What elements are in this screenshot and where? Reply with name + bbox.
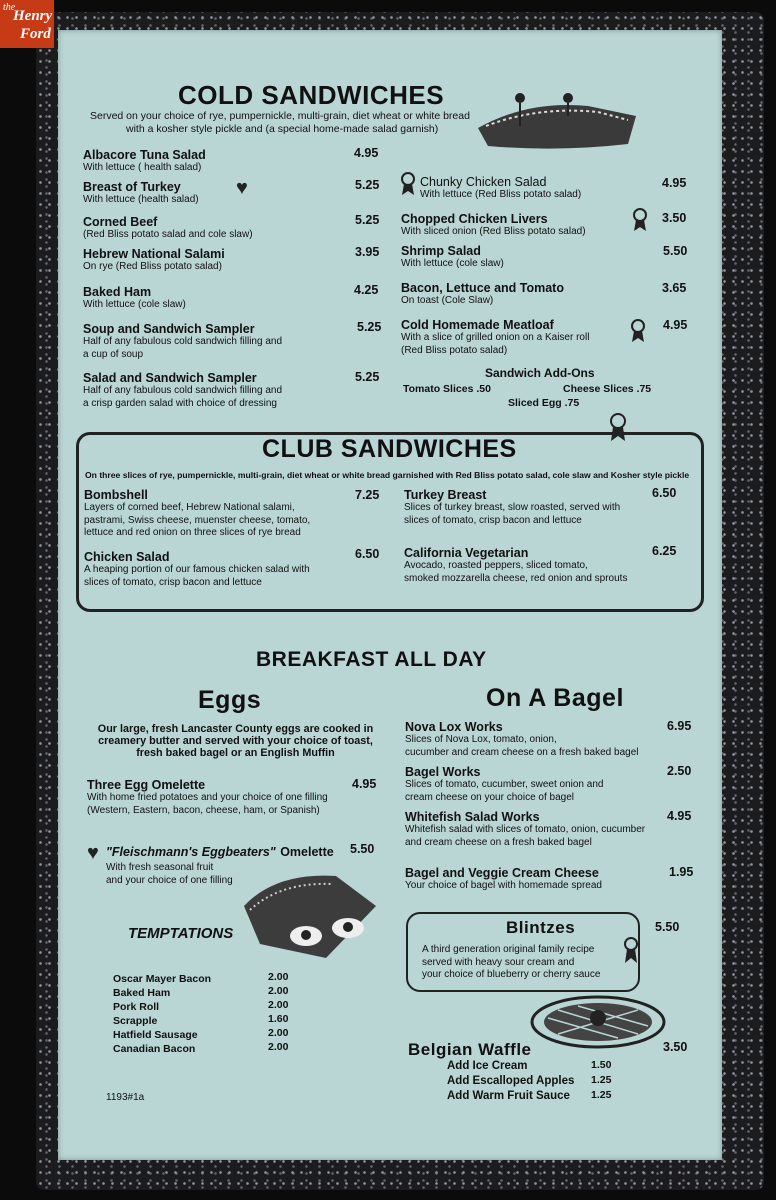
eggs-item-omelette — [87, 778, 328, 817]
temptations-title: TEMPTATIONS — [128, 925, 234, 942]
item-desc: With a slice of grilled onion on a Kaiser roll — [401, 332, 590, 343]
price-soup-sampler: 5.25 — [357, 320, 382, 334]
eggs-description — [88, 723, 383, 759]
eggbeaters-desc — [106, 862, 233, 887]
cold-item-soup-sampler — [83, 322, 282, 361]
item-desc: With fresh seasonal fruit — [106, 862, 214, 873]
item-desc: Avocado, roasted peppers, sliced tomato, — [404, 560, 588, 571]
waffle-addon-name: Add Warm Fruit Sauce — [447, 1090, 570, 1102]
award-ribbon-icon — [630, 319, 646, 343]
item-desc: Whitefish salad with slices of tomato, onion, cucumber — [405, 824, 646, 835]
heart-icon: ♥ — [236, 177, 248, 199]
sandwich-illustration — [468, 86, 648, 156]
price-blt: 3.65 — [662, 281, 687, 295]
item-desc: Slices of turkey breast, slow roasted, served with — [404, 502, 621, 513]
price-chunky-chicken: 4.95 — [662, 176, 687, 190]
cold-item-corned-beef — [83, 215, 253, 242]
item-name: Turkey Breast — [404, 488, 487, 502]
price-chicken-livers: 3.50 — [662, 211, 687, 225]
item-desc: Layers of corned beef, Hebrew National salami, — [84, 502, 295, 513]
item-desc: A third generation original family recipe — [422, 944, 595, 955]
item-name: Three Egg Omelette — [87, 778, 206, 792]
price-veggie: 1.95 — [669, 865, 694, 879]
waffle-addon-price: 1.50 — [591, 1059, 612, 1071]
item-desc: With lettuce (health salad) — [83, 194, 199, 205]
breakfast-title: BREAKFAST ALL DAY — [256, 648, 487, 671]
price-blintzes: 5.50 — [655, 920, 680, 934]
price-ham: 4.25 — [354, 283, 379, 297]
price-bombshell: 7.25 — [355, 488, 380, 502]
cold-item-salad-sampler — [83, 371, 282, 410]
cold-subtitle-1: Served on your choice of rye, pumpernickle, multi-grain, diet wheat or white bread — [90, 110, 470, 122]
item-desc: slices of tomato, crisp bacon and lettuce — [404, 514, 582, 526]
bagel-title: On A Bagel — [486, 684, 624, 712]
eggs-desc-line: Our large, fresh Lancaster County eggs are cooked in — [97, 723, 374, 735]
item-desc: your choice of blueberry or cherry sauce — [422, 969, 601, 980]
item-desc: cucumber and cream cheese on a fresh baked bagel — [405, 746, 639, 758]
cold-sandwiches-title: COLD SANDWICHES — [178, 80, 445, 110]
menu-page — [58, 30, 722, 1160]
bagel-item-veggie — [405, 866, 602, 893]
item-desc: With lettuce (cole slaw) — [401, 258, 504, 269]
item-desc: Slices of tomato, cucumber, sweet onion and — [405, 779, 604, 790]
item-desc: Half of any fabulous cold sandwich filling and — [83, 336, 283, 347]
item-desc: pastrami, Swiss cheese, muenster cheese, tomato, — [84, 514, 311, 526]
item-desc: Your choice of bagel with homemade spread — [405, 880, 602, 891]
temptation-name: Scrapple — [113, 1015, 158, 1027]
item-desc: (Red Bliss potato salad) — [401, 344, 508, 356]
item-name: Bacon, Lettuce and Tomato — [401, 281, 564, 295]
bagel-item-nova-lox — [405, 720, 638, 759]
blintzes-desc — [422, 944, 600, 982]
item-desc: lettuce and red onion on three slices of rye bread — [84, 527, 301, 538]
item-desc: With lettuce (Red Bliss potato salad) — [420, 189, 582, 200]
item-name: Bagel Works — [405, 765, 481, 779]
price-tuna: 4.95 — [354, 146, 379, 160]
blintzes-title: Blintzes — [506, 918, 576, 937]
eggs-desc-line: creamery butter and served with your choice of toast, — [98, 735, 373, 747]
item-name: Breast of Turkey — [83, 180, 181, 194]
award-ribbon-icon — [632, 208, 648, 232]
item-desc: With lettuce ( health salad) — [83, 162, 202, 173]
price-chicken-salad: 6.50 — [355, 547, 380, 561]
bagel-item-bagel-works — [405, 765, 603, 804]
item-name: Hebrew National Salami — [83, 247, 225, 261]
temptation-price: 2.00 — [268, 985, 289, 997]
temptation-price: 2.00 — [268, 1027, 289, 1039]
henry-ford-logo — [0, 0, 54, 48]
temptation-name: Baked Ham — [113, 987, 171, 999]
eggs-title: Eggs — [198, 686, 262, 714]
menu-code: 1193#1a — [106, 1092, 145, 1103]
cold-subtitle-2: with a kosher style pickle and (a special home-made salad garnish) — [126, 123, 439, 135]
item-desc: On toast (Cole Slaw) — [401, 295, 494, 306]
item-name: Nova Lox Works — [405, 720, 503, 734]
item-name: Cold Homemade Meatloaf — [401, 318, 554, 332]
temptation-price: 2.00 — [268, 1041, 289, 1053]
cold-item-turkey — [83, 180, 199, 207]
price-shrimp: 5.50 — [663, 244, 688, 258]
item-desc: With sliced onion (Red Bliss potato salad) — [401, 226, 586, 237]
cold-item-ham — [83, 285, 186, 312]
item-desc: served with heavy sour cream and — [422, 956, 575, 968]
award-ribbon-icon — [622, 936, 640, 964]
price-turkey-breast: 6.50 — [652, 486, 677, 500]
price-whitefish: 4.95 — [667, 809, 692, 823]
item-desc: slices of tomato, crisp bacon and lettuce — [84, 576, 262, 588]
addons-title: Sandwich Add-Ons — [485, 366, 595, 380]
item-desc: With lettuce (cole slaw) — [83, 299, 186, 310]
temptation-name: Hatfield Sausage — [113, 1029, 198, 1041]
temptation-price: 2.00 — [268, 971, 289, 983]
cold-item-blt — [401, 281, 564, 308]
price-salad-sampler: 5.25 — [355, 370, 380, 384]
logo-text-the: the — [3, 2, 16, 13]
cold-item-chunky-chicken — [420, 175, 581, 202]
waffle-addon-name: Add Escalloped Apples — [447, 1075, 575, 1087]
item-name: California Vegetarian — [404, 546, 529, 560]
temptation-price: 2.00 — [268, 999, 289, 1011]
price-eggbeaters: 5.50 — [350, 842, 375, 856]
item-name: Omelette — [280, 845, 334, 859]
item-desc: On rye (Red Bliss potato salad) — [83, 261, 222, 272]
price-meatloaf: 4.95 — [663, 318, 688, 332]
price-corned-beef: 5.25 — [355, 213, 380, 227]
cold-item-shrimp — [401, 244, 504, 271]
price-omelette: 4.95 — [352, 777, 377, 791]
item-desc: and cream cheese on a fresh baked bagel — [405, 836, 592, 848]
heart-icon: ♥ — [87, 842, 99, 864]
waffle-addon-name: Add Ice Cream — [447, 1060, 528, 1072]
logo-text-henry: Henry — [13, 8, 53, 24]
club-item-bombshell — [84, 488, 310, 540]
item-name: Shrimp Salad — [401, 244, 481, 258]
temptation-name: Oscar Mayer Bacon — [113, 973, 212, 985]
item-name: Albacore Tuna Salad — [83, 148, 206, 162]
temptation-name: Canadian Bacon — [113, 1043, 196, 1055]
club-title: CLUB SANDWICHES — [262, 435, 517, 463]
item-desc: cream cheese on your choice of bagel — [405, 791, 574, 803]
item-desc: a cup of soup — [83, 348, 144, 360]
item-name: "Fleischmann's Eggbeaters" — [106, 845, 276, 859]
price-nova-lox: 6.95 — [667, 719, 692, 733]
item-desc: (Red Bliss potato salad and cole slaw) — [83, 229, 253, 240]
price-waffle: 3.50 — [663, 1040, 688, 1054]
item-name: Whitefish Salad Works — [405, 810, 540, 824]
item-desc: smoked mozzarella cheese, red onion and sprouts — [404, 572, 628, 584]
addon-tomato: Tomato Slices .50 — [403, 383, 491, 395]
price-california-veg: 6.25 — [652, 544, 677, 558]
price-bagel-works: 2.50 — [667, 764, 692, 778]
bagel-item-whitefish — [405, 810, 645, 849]
item-name: Bombshell — [84, 488, 148, 502]
item-name: Baked Ham — [83, 285, 152, 299]
waffle-addon-price: 1.25 — [591, 1074, 612, 1086]
addon-cheese: Cheese Slices .75 — [563, 383, 652, 395]
club-item-california-veg — [404, 546, 627, 585]
price-turkey: 5.25 — [355, 178, 380, 192]
temptation-price: 1.60 — [268, 1013, 289, 1025]
item-desc: Half of any fabulous cold sandwich filling and — [83, 385, 283, 396]
item-name: Corned Beef — [83, 215, 158, 229]
item-name: Salad and Sandwich Sampler — [83, 371, 257, 385]
item-desc: With home fried potatoes and your choice of one filling — [87, 792, 328, 803]
item-name: Chicken Salad — [84, 550, 170, 564]
cold-item-salami — [83, 247, 225, 274]
club-item-turkey-breast — [404, 488, 620, 527]
item-desc: (Western, Eastern, bacon, cheese, ham, or Spanish) — [87, 804, 320, 816]
logo-text-ford: Ford — [20, 26, 51, 42]
item-desc: Slices of Nova Lox, tomato, onion, — [405, 734, 557, 745]
waffle-addon-price: 1.25 — [591, 1089, 612, 1101]
award-ribbon-icon — [400, 172, 416, 196]
item-desc: and your choice of one filling — [106, 874, 233, 886]
eggs-item-eggbeaters — [106, 843, 334, 861]
eggs-desc-line: fresh baked bagel or an English Muffin — [136, 747, 335, 759]
item-desc: a crisp garden salad with choice of dressing — [83, 397, 277, 409]
addon-egg: Sliced Egg .75 — [508, 397, 580, 409]
item-name: Chopped Chicken Livers — [401, 212, 548, 226]
item-name: Soup and Sandwich Sampler — [83, 322, 255, 336]
cold-item-meatloaf — [401, 318, 589, 357]
cold-item-chicken-livers — [401, 212, 586, 239]
price-salami: 3.95 — [355, 245, 380, 259]
eggs-illustration — [236, 866, 386, 966]
waffle-title: Belgian Waffle — [408, 1040, 532, 1059]
item-desc: A heaping portion of our famous chicken salad with — [84, 564, 310, 575]
item-name: Bagel and Veggie Cream Cheese — [405, 866, 599, 880]
temptation-name: Pork Roll — [113, 1001, 160, 1013]
waffle-illustration — [528, 992, 668, 1050]
item-name: Chunky Chicken Salad — [420, 175, 547, 189]
club-subtitle: On three slices of rye, pumpernickle, multi-grain, diet wheat or white bread garnished with Red Bliss potato salad, cole slaw and Kosher style pickle — [85, 470, 690, 480]
club-item-chicken-salad — [84, 550, 310, 589]
cold-item-tuna — [83, 148, 206, 175]
